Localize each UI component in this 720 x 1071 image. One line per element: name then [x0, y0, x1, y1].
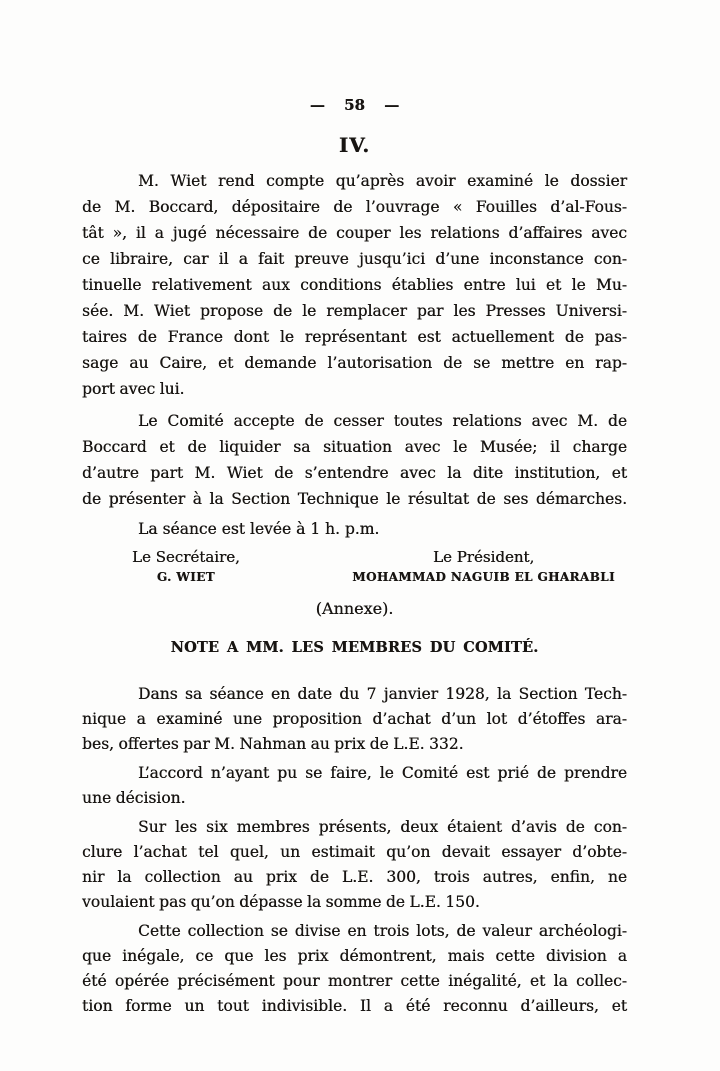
minutes-section — [82, 134, 627, 584]
president-title: Le Président, — [433, 548, 535, 566]
text-line: bes, offertes par M. Nahman au prix de L.E. 332. — [82, 735, 464, 753]
page-body — [82, 96, 627, 1019]
paragraph — [82, 815, 627, 915]
text-line: clure l’achat tel quel, un estimait qu’on devait essayer d’obte- — [82, 843, 627, 861]
text-line: été opérée précisément pour montrer cette inégalité, et la collec- — [82, 972, 627, 990]
text-line: tion forme un tout indivisible. Il a été reconnu d’ailleurs, et — [82, 997, 627, 1015]
section-heading: IV. — [338, 133, 371, 157]
text-line: ce libraire, car il a fait preuve jusqu’ici d’une inconstance con- — [82, 250, 627, 268]
text-line: M. Wiet rend compte qu’après avoir examiné le dossier — [138, 172, 627, 190]
note-heading: NOTE A MM. LES MEMBRES DU COMITÉ. — [170, 639, 539, 656]
secretary-title: Le Secrétaire, — [132, 548, 240, 566]
text-line: Boccard et de liquider sa situation avec le Musée; il charge — [82, 438, 627, 456]
text-line: Cette collection se divise en trois lots, de valeur archéologi- — [138, 922, 627, 940]
paragraph — [82, 168, 627, 402]
text-line: taires de France dont le représentant est actuellement de pas- — [82, 328, 627, 346]
paragraph — [82, 408, 627, 512]
secretary-signature — [132, 548, 240, 584]
text-line: tât », il a jugé nécessaire de couper les relations d’affaires avec — [82, 224, 627, 242]
annexe-label: (Annexe). — [315, 599, 394, 618]
president-name: MOHAMMAD NAGUIB EL GHARABLI — [352, 570, 615, 584]
text-line: port avec lui. — [82, 380, 185, 398]
text-line: d’autre part M. Wiet de s’entendre avec la dite institution, et — [82, 464, 627, 482]
text-line: Dans sa séance en date du 7 janvier 1928, la Section Tech- — [138, 685, 627, 703]
text-line: Le Comité accepte de cesser toutes relations avec M. de — [138, 412, 627, 430]
text-line: tinuelle relativement aux conditions établies entre lui et le Mu- — [82, 276, 627, 294]
text-line: sée. M. Wiet propose de le remplacer par les Presses Universi- — [82, 302, 627, 320]
text-line: L’accord n’ayant pu se faire, le Comité est prié de prendre — [138, 764, 627, 782]
paragraph — [82, 682, 627, 757]
text-line: sage au Caire, et demande l’autorisation de se mettre en rap- — [82, 354, 627, 372]
president-signature — [352, 548, 615, 584]
text-line: Sur les six membres présents, deux étaient d’avis de con- — [138, 818, 627, 836]
annexe-section — [82, 598, 627, 1019]
paragraph — [82, 919, 627, 1019]
text-line: de M. Boccard, dépositaire de l’ouvrage « Fouilles d’al-Fous- — [82, 198, 627, 216]
text-line: une décision. — [82, 789, 186, 807]
signature-block — [82, 548, 627, 584]
text-line: voulaient pas qu’on dépasse la somme de L.E. 150. — [82, 893, 480, 911]
text-line: que inégale, ce que les prix démontrent, mais cette division a — [82, 947, 627, 965]
page-number: — 58 — — [309, 96, 400, 114]
secretary-name: G. WIET — [156, 570, 215, 584]
closing-line: La séance est levée à 1 h. p.m. — [138, 520, 380, 538]
text-line: nique a examiné une proposition d’achat d’un lot d’étoffes ara- — [82, 710, 627, 728]
text-line: de présenter à la Section Technique le résultat de ses démarches. — [82, 490, 627, 508]
paragraph — [82, 761, 627, 811]
annexe-paragraphs — [82, 682, 627, 1019]
text-line: nir la collection au prix de L.E. 300, trois autres, enfin, ne — [82, 868, 627, 886]
